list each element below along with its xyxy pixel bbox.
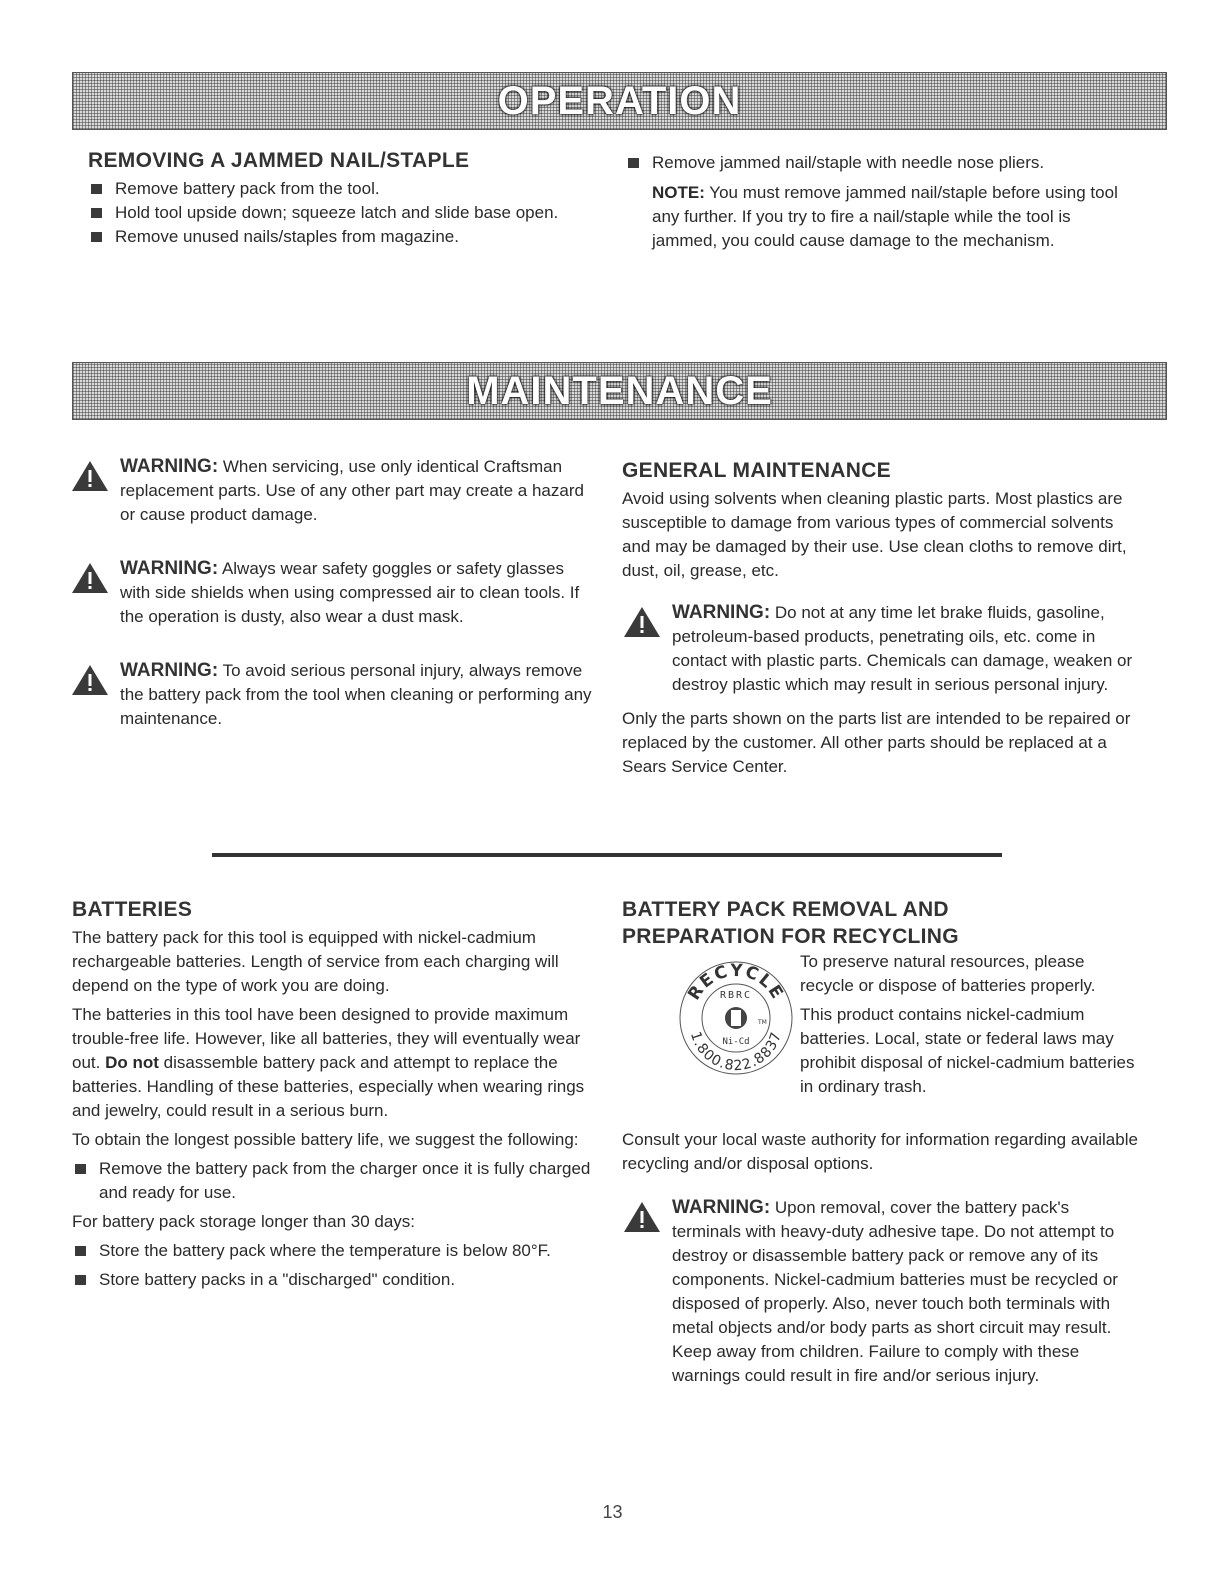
batteries-para3: To obtain the longest possible battery life, we suggest the following: (72, 1130, 579, 1149)
jammed-section (88, 148, 588, 249)
jammed-bullet-4: Remove jammed nail/staple with needle nose pliers. (625, 151, 1135, 175)
jammed-section-right (625, 151, 1135, 253)
bullet-square-icon (628, 158, 639, 168)
batteries-bullet-3: Store battery packs in a "discharged" condition. (72, 1268, 592, 1292)
operation-banner (72, 72, 1167, 130)
recycling-para1: To preserve natural resources, please recycle or dispose of batteries properly. (800, 952, 1096, 995)
seal-bottom-text: 1.800.822.8837 (686, 1029, 786, 1075)
batteries-para1: The battery pack for this tool is equipped with nickel-cadmium rechargeable batteries. Length of service from each charging will depend on the type of work you are doing. (72, 928, 559, 995)
jammed-bullet-2: Hold tool upside down; squeeze latch and slide base open. (88, 201, 588, 225)
seal-mid-text: RBRC (719, 990, 753, 1001)
seal-cell-text: Ni-Cd (722, 1037, 750, 1047)
maintenance-banner (72, 362, 1167, 420)
bullet-square-icon (75, 1164, 86, 1174)
recycling-section (622, 897, 1142, 949)
recycling-warning-block: WARNING: Upon removal, cover the battery pack's terminals with heavy-duty adhesive tape. Do not attempt to destroy or disassemble battery pack or remove any of its components. Nickel-cadmium batteries must be recycled or disposed of properly. Also, never touch both terminals with metal objects and/or body parts as short circuit may result. Keep away from children. Failure to comply with these warnings could result in fire and/or serious injury. (622, 1196, 1142, 1388)
warning-triangle-icon (622, 605, 662, 639)
warning-triangle-icon (70, 561, 110, 595)
bullet-square-icon (75, 1246, 86, 1256)
warning-block-3: WARNING: To avoid serious personal injury, always remove the battery pack from the tool when cleaning or performing any maintenance. (70, 659, 595, 731)
page-number: 13 (602, 1502, 623, 1522)
general-maintenance (622, 458, 1137, 779)
batteries-bullet-2: Store the battery pack where the temperature is below 80°F. (72, 1239, 592, 1263)
general-maintenance-para1: Avoid using solvents when cleaning plastic parts. Most plastics are susceptible to damage from various types of commercial solvents and may be damaged by their use. Use clean cloths to remove dirt, dust, oil, grease, etc. (622, 489, 1127, 580)
seal-top-text: RECYCLE (684, 960, 788, 1004)
seal-tm-text: TM (758, 1019, 767, 1026)
maintenance-title: MAINTENANCE (466, 368, 773, 413)
bullet-square-icon (91, 208, 102, 218)
recycling-heading-line2: PREPARATION FOR RECYCLING (622, 925, 959, 948)
warning-triangle-icon (70, 459, 110, 493)
warning-block-1: WARNING: When servicing, use only identical Craftsman replacement parts. Use of any other part may create a hazard or cause product damage. (70, 455, 595, 527)
jammed-heading: REMOVING A JAMMED NAIL/STAPLE (88, 149, 470, 172)
warning-triangle-icon (622, 1200, 662, 1234)
bullet-square-icon (75, 1275, 86, 1285)
batteries-section (72, 897, 592, 1292)
jammed-note: NOTE: You must remove jammed nail/staple before using tool any further. If you try to fire a nail/staple while the tool is jammed, you could cause damage to the mechanism. (652, 183, 1118, 250)
general-warning-block: WARNING: Do not at any time let brake fluids, gasoline, petroleum-based products, penetrating oils, etc. come in contact with plastic parts. Chemicals can damage, weaken or destroy plastic which may result in serious personal injury. (622, 601, 1137, 697)
recycling-text-right (800, 950, 1140, 1099)
maintenance-warnings (70, 455, 595, 731)
bullet-square-icon (91, 184, 102, 194)
jammed-bullet-1: Remove battery pack from the tool. (88, 177, 588, 201)
warning-triangle-icon (70, 663, 110, 697)
recycling-heading-line1: BATTERY PACK REMOVAL AND (622, 898, 949, 921)
operation-title: OPERATION (497, 78, 742, 123)
rbrc-recycle-seal-icon (676, 958, 796, 1078)
bullet-square-icon (91, 232, 102, 242)
batteries-para2: The batteries in this tool have been designed to provide maximum trouble-free life. However, like all batteries, they will eventually wear out. Do not disassemble battery pack and attempt to replace the batteries. Handling of these batteries, especially when wearing rings and jewelry, could result in a serious burn. (72, 1005, 585, 1120)
general-maintenance-para2: Only the parts shown on the parts list are intended to be repaired or replaced by the customer. All other parts should be replaced at a Sears Service Center. (622, 709, 1131, 776)
recycling-para2: This product contains nickel-cadmium batteries. Local, state or federal laws may prohibit disposal of nickel-cadmium batteries in ordinary trash. (800, 1005, 1135, 1096)
general-maintenance-heading: GENERAL MAINTENANCE (622, 459, 891, 482)
recycling-bottom (622, 1128, 1142, 1388)
recycling-para3: Consult your local waste authority for information regarding available recycling and/or disposal options. (622, 1130, 1138, 1173)
batteries-heading: BATTERIES (72, 898, 193, 921)
batteries-bullet-1: Remove the battery pack from the charger once it is fully charged and ready for use. (72, 1157, 592, 1205)
warning-block-2: WARNING: Always wear safety goggles or safety glasses with side shields when using compressed air to clean tools. If the operation is dusty, also wear a dust mask. (70, 557, 595, 629)
section-divider (212, 853, 1002, 857)
jammed-bullet-3: Remove unused nails/staples from magazine. (88, 225, 588, 249)
batteries-para4: For battery pack storage longer than 30 days: (72, 1212, 416, 1231)
